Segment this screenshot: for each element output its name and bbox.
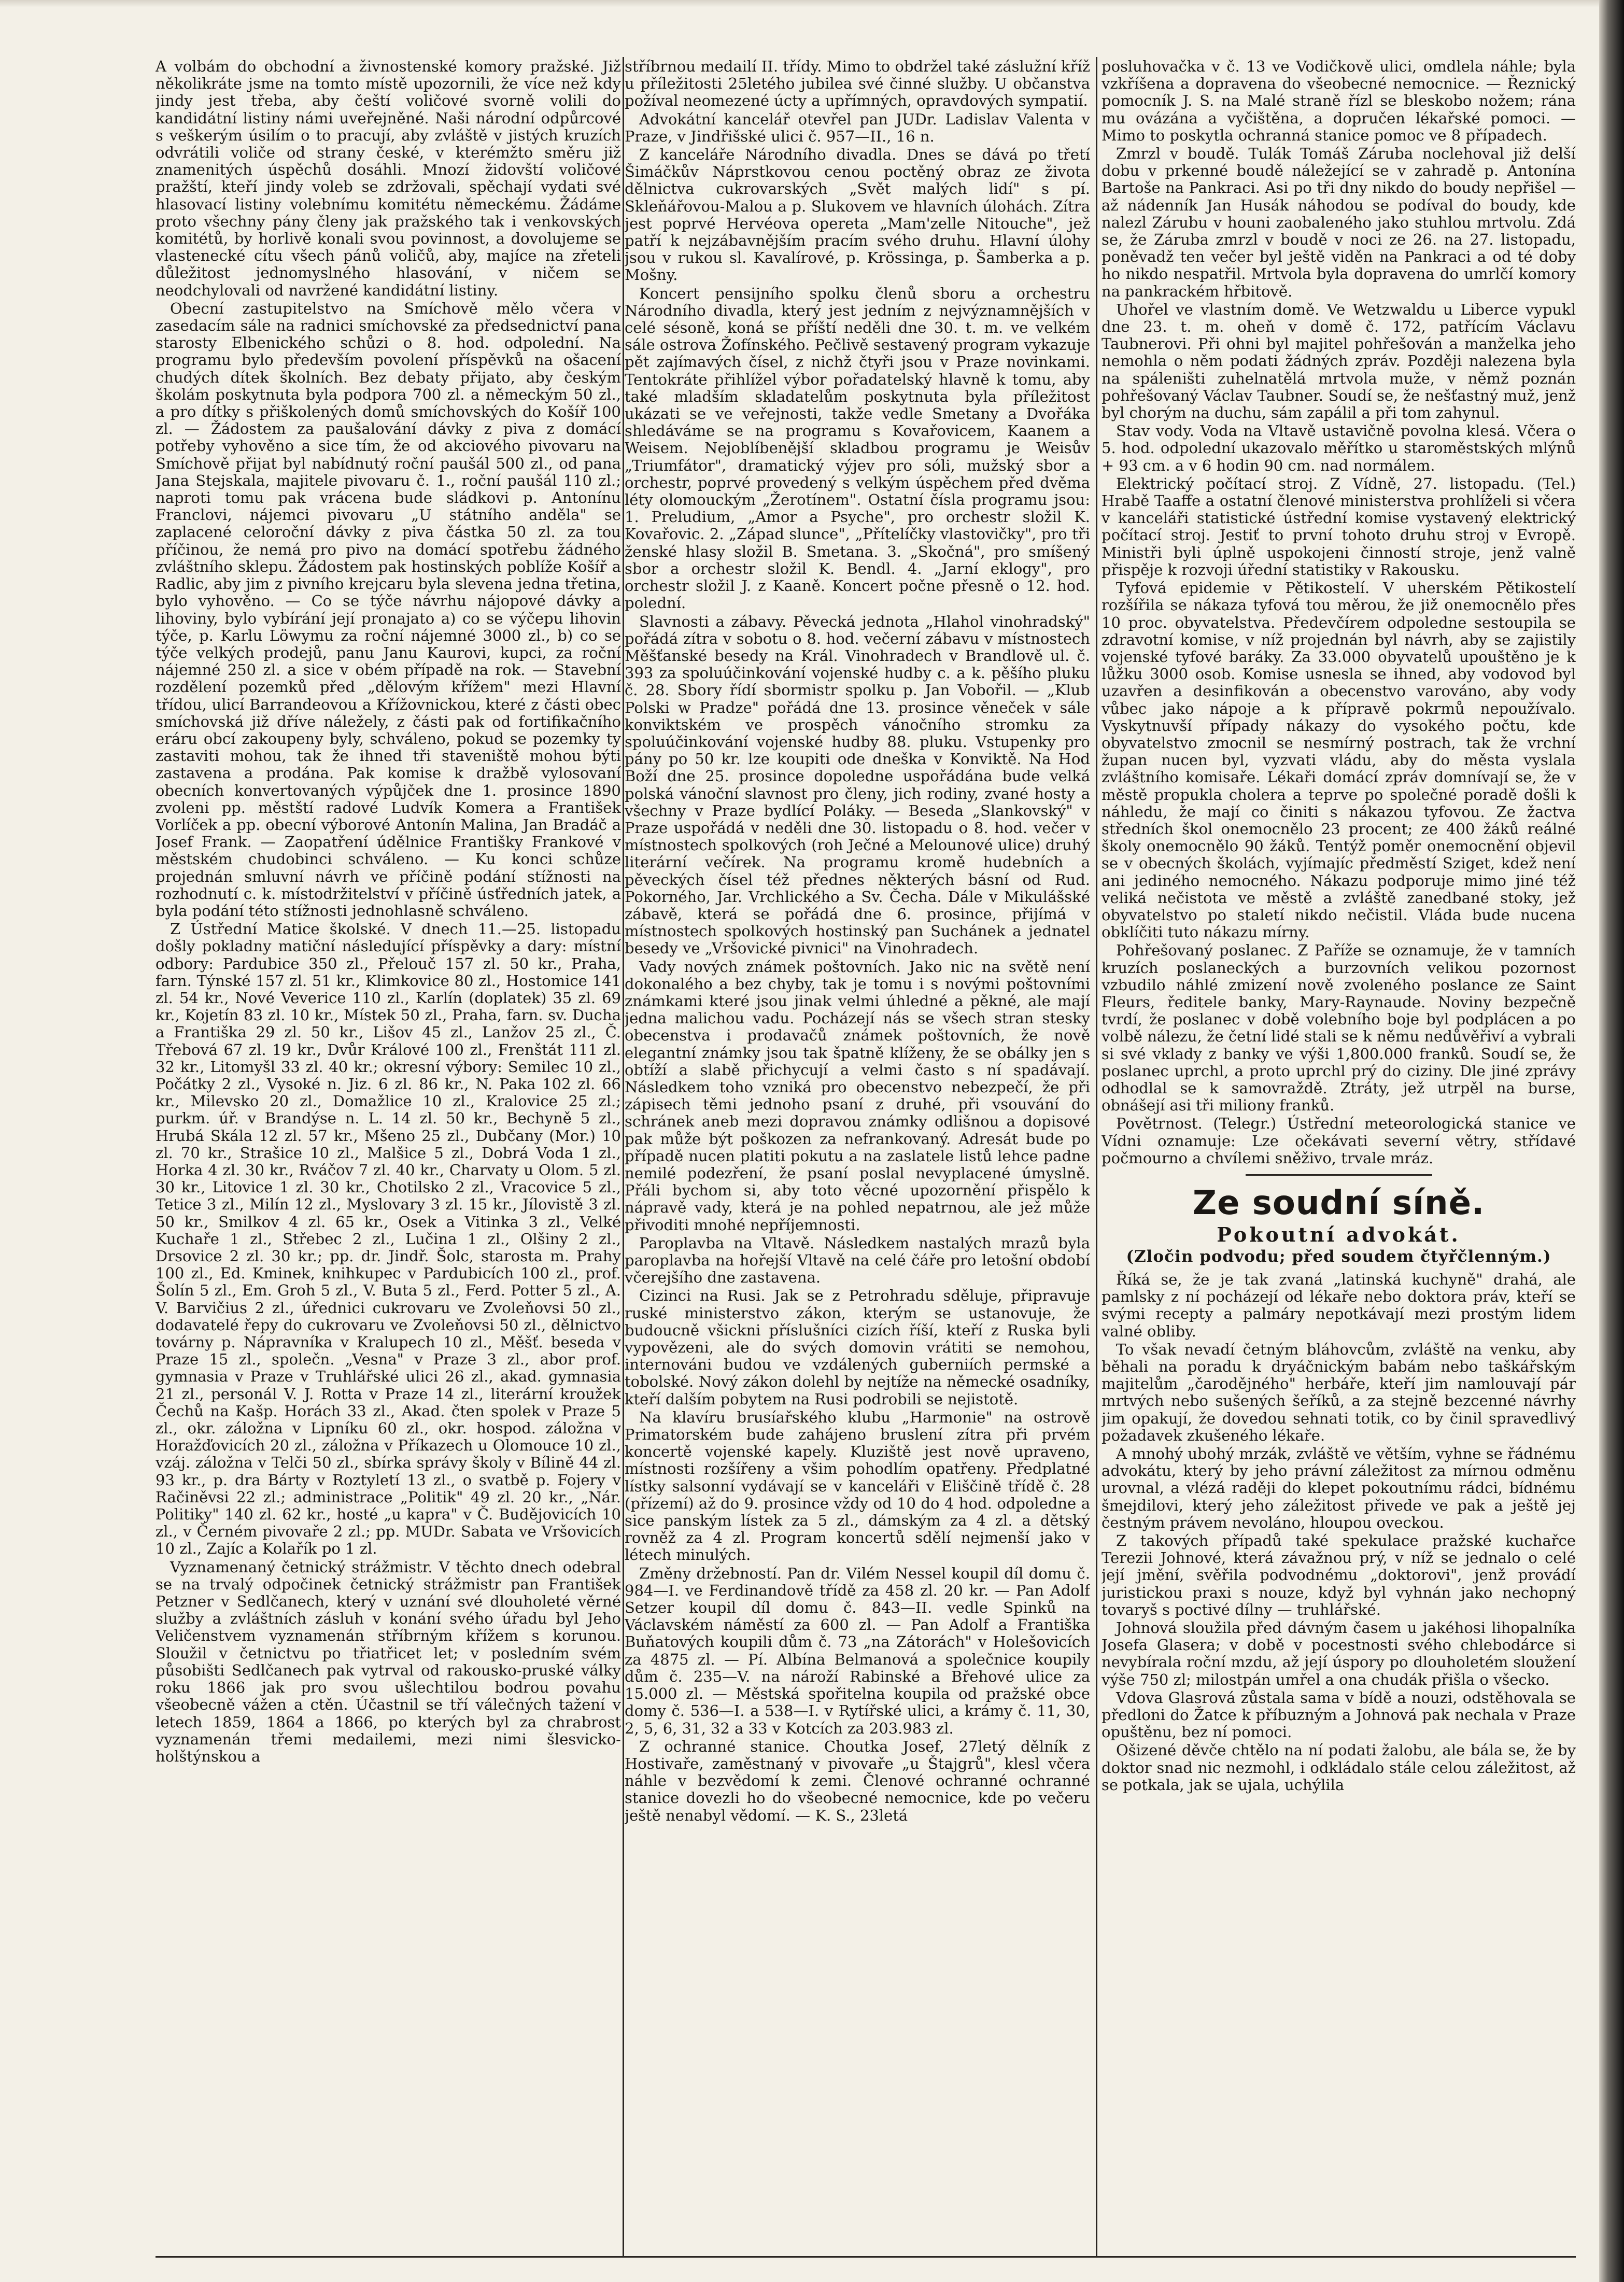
paragraph: Cizinci na Rusi. Jak se z Petrohradu sděluje, připravuje ruské ministerstvo zákon, kterým se ustanovuje, že budoucně všickni příslušníci cizích říší, kteří z Ruska byli vypovězeni, ale do svých domovin vrátiti se nemohou, internováni budou ve vzdálených guberniích permské a tobolské. Nový zákon dolehl by nejtíže na německé osadníky, kteří dalším pobytem na Rusi podrobili se nejistotě.: [625, 1287, 1090, 1408]
column-2: [625, 58, 1090, 2253]
paragraph: Tyfová epidemie v Pětikostelí. V uherském Pětikostelí rozšířila se nákaza tyfová tou měrou, že již onemocnělo přes 10 proc. obyvatelstva. Předevčírem odpoledne sestoupila se zdravotní komise, v níž projednán byl návrh, aby se zajistily vojenské tyfové baráky. Za 33.000 obyvatelů upouštěno je k lůžku 3000 osob. Komise usnesla se ihned, aby vodovod byl uzavřen a desinfikován a obecenstvo varováno, aby vody vůbec jako nápoje a k přípravě pokrmů nepoužívalo. Vyskytnuvší případy nákazy do vysokého počtu, kde obyvatelstvo zmocnil se nesmírný postrach, tak že vrchní župan nucen byl, vyzvati vládu, aby do města vyslala zvláštního komisaře. Lékaři domácí zpráv domnívají se, že v městě propukla cholera a teprve po společné poradě došli k náhledu, že mají co činiti s nákazou tyfovou. Ze žactva středních škol onemocnělo 23 procent; ze 400 žáků reálné školy onemocnělo 90 žáků. Tentýž poměr onemocnění objevil se v obecných školách, vyjímajíc předměstí Sziget, kdež není ani jediného nemocného. Nákazu podporuje mimo jiné též veliká nečistota ve městě a zvláště zanedbané stoky, jež obyvatelstvo po staletí nikdo nečistil. Vláda bude nucena obklíčiti tuto nákazu mírny.: [1102, 579, 1576, 941]
paragraph: Z ochranné stanice. Choutka Josef, 27letý dělník z Hostivaře, zaměstnaný v pivovaře „u Štajgrů", klesl včera náhle v bezvědomí k zemi. Členové ochranné ochranné stanice dovezli ho do všeobecné nemocnice, kde po večeru ještě nenabyl vědomí. — K. S., 23letá: [625, 1737, 1090, 1824]
paragraph: Obecní zastupitelstvo na Smíchově mělo včera v zasedacím sále na radnici smíchovské za předsednictví pana starosty Elbenického schůzi o 8. hod. odpolední. Na programu bylo především povolení příspěvků na ošacení chudých dítek školních. Bez debaty přijato, aby českým školám poskytnuta byla podpora 700 zl. a německým 50 zl., a pro dítky s přiškolených domů smíchovských do Košíř 100 zl. — Žádostem za paušalování dávky z piva z domácí potřeby vyhověno a sice tím, že od akciového pivovaru na Smíchově přijat byl nabídnutý roční paušál 500 zl., od pana Jana Stejskala, majitele pivovaru č. 1., roční paušál 110 zl.; naproti tomu pak vrácena bude sládkovi p. Antonínu Franclovi, nájemci pivovaru „U státního anděla" se zaplacené celoroční dávky z piva částka 50 zl. za tou příčinou, že nemá pro pivo na domácí spotřebu žádného zvláštního sklepu. Žádostem pak hostinských poblíže Košíř a Radlic, aby jim z pivního krejcaru byla slevena jedna třetina, bylo vyhověno. — Co se týče návrhu nájopové dávky a lihoviny, bylo vybírání její pronajato a) co se výčepu lihovin týče, p. Karlu Löwymu za roční nájemné 3000 zl., b) co se týče velkých prodejů, panu Janu Kaurovi, kupci, za roční nájemné 250 zl. a sice v obém případě na rok. — Stavební rozdělení pozemků před „dělovým křížem" mezi Hlavní třídou, ulicí Barrandeovou a Křížovnickou, které z části obec smíchovská již dříve náležely, z části pak od fortifikačního eráru obcí zakoupeny byly, schváleno, pokud se pozemky ty zastaviti mohou, tak že ihned tři staveniště mohou býti zastavena a prodána. Pak komise k dražbě vylosovaní obecních konvertovaných výpůjček dne 1. prosince 1890 zvoleni pp. městští radové Ludvík Komera a František Vorlíček a pp. obecní výborové Antonín Malina, Jan Bradáč a Josef Frank. — Zaopatření údělnice Františky Frankové v městském chudobinci schváleno. — Ku konci schůze projednán smluvní návrh ve příčině podání stížnosti na rozhodnutí c. k. místodržitelství v příčině úsťředních jatek, a byla podání této stížnosti jednohlasně schváleno.: [156, 299, 621, 920]
paragraph: To však nevadí četným bláhovcům, zvláště na venku, aby běhali na poradu k dryáčnickým babám nebo taškářským majitelům „čarodějného" herbáře, kteří jim namlouvají pár mrtvých nebo sušených šeříků, a za stejně bezcenné návrhy jim opakují, že dovedou sehnati totik, co by činil spravedlivý požadavek zkušeného lékaře.: [1102, 1340, 1576, 1444]
paragraph: Změny držebností. Pan dr. Vilém Nessel koupil díl domu č. 984—I. ve Ferdinandově třídě za 458 zl. 20 kr. — Pan Adolf Setzer koupil díl domu č. 843—II. vedle Spinků na Václavském náměstí za 600 zl. — Pan Adolf a Františka Buňatových koupili dům č. 73 „na Zátorách" v Holešovicích za 4875 zl. — Pí. Albína Belmanová a společnice koupily dům č. 235—V. na nároží Rabinské a Břehové ulice za 15.000 zl. — Městská spořitelna koupila od pražské obce domy č. 536—I. a 538—I. v Rytířské ulici, a krámy č. 11, 30, 2, 5, 6, 31, 32 a 33 v Kotcích za 203.983 zl.: [625, 1564, 1090, 1737]
article-title: Pokoutní advokát.: [1217, 1223, 1461, 1246]
section-rule: [1246, 1174, 1432, 1176]
paragraph: Z takových případů také spekulace pražské kuchařce Terezii Johnové, která závažnou prý, v níž se jednalo o celé její jmění, svěřila podvodnému „doktorovi", jenž provádí juristickou praxi s nouze, když byl vyhnán jako nechopný tovaryš s poctivé dílny — truhlářské.: [1102, 1532, 1576, 1618]
paragraph: Vdova Glasrová zůstala sama v bídě a nouzi, odstěhovala se předloni do Žatce k příbuzným a Johnová pak nechala v Praze opuštěnu, bez ní pomoci.: [1102, 1688, 1576, 1741]
paragraph: A mnohý ubohý mrzák, zvláště ve větším, vyhne se řádnému advokátu, který by jeho právní záležitost za mírnou odměnu urovnal, a vlézá raději do klepet pokoutnímu rádci, bídnému šmejdilovi, který jeho záležitost přivede ve pak a ještě jej čestným právem nevoláno, hloupou oveckou.: [1102, 1445, 1576, 1531]
paragraph: Na klavíru brusíařského klubu „Harmonie" na ostrově Primatorském bude zahájeno bruslení zítra při prvém koncertě vojenské kapely. Kluziště jest nově upraveno, místnosti rozšířeny a všim pohodlím opatřeny. Předplatné lístky salsonní vydávají se v kanceláři v Eliščině třídě č. 28 (přízemí) až do 9. prosince vždy od 10 do 4 hod. odpoledne a sice panským lístek za 5 zl., dámským za 4 zl. a dětský rovněž za 4 zl. Program koncertů sdělí nejmenší jako v létech minulých.: [625, 1408, 1090, 1564]
paragraph: Uhořel ve vlastním domě. Ve Wetzwaldu u Liberce vypukl dne 23. t. m. oheň v domě č. 172, patřícím Václavu Taubnerovi. Při ohni byl majitel pohřešován a manželka jeho nemohla o něm podati žádných zpráv. Později nalezena byla na spáleništi zuhelnatělá mrtvola muže, v němž poznán pohřešovaný Václav Taubner. Soudí se, že nešťastný muž, jenž byl chorým na duchu, sám zapálil a při tom zahynul.: [1102, 300, 1576, 422]
scan-right-edge: [1599, 0, 1624, 2282]
paragraph: Pohřešovaný poslanec. Z Paříže se oznamuje, že v tamních kruzích poslaneckých a burzovních velikou pozornost vzbudilo náhlé zmizení nově zvoleného poslance ze Saint Fleurs, ředitele banky, Mary-Raynaude. Noviny bezpečně tvrdí, že poslanec v době volebního boje byl podplácen a po volbě nálezu, že četní lidé stali se k němu nedůvěřiví a vybrali si své vklady z banky ve výši 1,800.000 franků. Soudí se, že poslanec uprchl, a proto uprchl prý do ciziny. Dle jiné zprávy odhodlal se k samovraždě. Ztráty, jež utrpěl na burse, obnášejí asi tři miliony franků.: [1102, 941, 1576, 1115]
paragraph: Koncert pensijního spolku členů sboru a orchestru Národního divadla, který jest jedním z nejvýznamnějších v celé sésoně, koná se příští neděli dne 30. t. m. ve velkém sále ostrova Žofínského. Pečlivě sestavený program vykazuje pět zajímavých čísel, z nichž čtyři jsou v Praze novinkami. Tentokráte přihlížel výbor pořadatelský hlavně k tomu, aby také mladším skladatelům poskytnuta byla příležitost ukázati se ve veřejnosti, takže vedle Smetany a Dvořáka shledáváme se na programu s Kovařovicem, Kaanem a Weisem. Nejoblíbenější skladbou programu je Weisův „Triumfátor", dramatický výjev pro sóli, mužský sbor a orchestr, poprvé provedený s velkým úspěchem před dvěma léty olomouckým „Žerotínem". Ostatní čísla programu jsou: 1. Preludium, „Amor a Psyche", pro orchestr složil K. Kovařovic. 2. „Západ slunce", „Přítelíčky vlastovičky", pro tři ženské hlasy složil B. Smetana. 3. „Skočná", pro smíšený sbor a orchestr složil K. Bendl. 4. „Jarní eklogy", pro orchestr složil J. z Kaaně. Koncert počne přesně o 12. hod. polední.: [625, 284, 1090, 612]
paragraph: A volbám do obchodní a živnostenské komory pražské. Již několikráte jsme na tomto místě upozornili, že více než kdy jindy jest třeba, aby čeští voličové svorně volili do kandidátní listiny námi uveřejněné. Naši národní odpůrcové s veškerým úsilím o to pracují, aby zvláště v jistých kruzích odvrátili voliče od strany české, v kterémžto směru již znamenitých úspěchů dosáhli. Mnozí židovští voličové pražští, kteří jindy voleb se zdržovali, spěchají vydati své hlasovací listiny volebnímu komitétu německému. Žádáme proto všechny pány členy jak pražského tak i venkovských komitétů, by horlivě konali svou povinnost, a dovolujeme se vlastenecké cítu všech pánů voličů, aby, majíce na zřeteli důležitost jednomyslného hlasování, v ničem se neodchylovali od navržené kandidátní listiny.: [156, 58, 621, 299]
paragraph: Elektrický počítací stroj. Z Vídně, 27. listopadu. (Tel.) Hrabě Taaffe a ostatní členové ministerstva prohlíželi si včera v kanceláři statistické ústřední komise vystavený elektrický počítací stroj. Jestiť to první tohoto druhu stroj v Evropě. Ministři byli úplně uspokojeni činností stroje, jenž valně přispěje k rozvoji úřední statistiky v Rakousku.: [1102, 474, 1576, 579]
column-1: [156, 58, 621, 2253]
paragraph: Z Ústřední Matice školské. V dnech 11.—25. listopadu došly pokladny matiční následující příspěvky a dary: místní odbory: Pardubice 350 zl., Přelouč 157 zl. 50 kr., Praha, farn. Týnské 157 zl. 51 kr., Klimkovice 80 zl., Hostomice 141 zl. 54 kr., Nové Veverice 110 zl., Karlín (doplatek) 35 zl. 69 kr., Kojetín 83 zl. 10 kr., Místek 50 zl., Praha, farn. sv. Ducha a Františka 29 zl. 50 kr., Lišov 45 zl., Lanžov 25 zl., Č. Třebová 67 zl. 19 kr., Dvůr Králové 100 zl., Frenštát 111 zl. 32 kr., Litomyšl 33 zl. 40 kr.; okresní výbory: Semilec 10 zl., Počátky 2 zl., Vysoké n. Jiz. 6 zl. 86 kr., N. Paka 102 zl. 66 kr., Milevsko 20 zl., Domažlice 10 zl., Kralovice 25 zl.; purkm. úř. v Brandýse n. L. 14 zl. 50 kr., Bechyně 5 zl., Hrubá Skála 12 zl. 57 kr., Mšeno 25 zl., Dubčany (Mor.) 10 zl. 70 kr., Strašice 10 zl., Malšice 5 zl., Dobrá Voda 1 zl., Horka 4 zl. 30 kr., Rváčov 7 zl. 40 kr., Charvaty u Olom. 5 zl. 30 kr., Litovice 1 zl. 30 kr., Chotilsko 2 zl., Vracovice 5 zl., Tetice 3 zl., Milín 12 zl., Myslovary 3 zl. 15 kr., Jílovistě 3 zl. 50 kr., Smilkov 4 zl. 65 kr., Osek a Vitinka 3 zl., Velké Kuchaře 1 zl., Střebec 2 zl., Lučina 1 zl., Olšiny 2 zl., Drsovice 2 zl. 30 kr.; pp. dr. Jindř. Šolc, starosta m. Prahy 100 zl., Ed. Kminek, knihkupec v Pardubicích 100 zl., prof. Šolín 5 zl., Em. Groh 5 zl., V. Buta 5 zl., Ferd. Potter 5 zl., A. V. Barvičius 2 zl., úřednici cukrovaru ve Zvoleňovsi 50 zl., dodavatelé řepy do cukrovaru ve Zvoleňovsi 50 zl., dělnictvo továrny p. Nápravníka v Kralupech 10 zl., Měšť. beseda v Praze 15 zl., společn. „Vesna" v Praze 3 zl., abor prof. gymnasia v Praze v Truhlářské ulici 26 zl., akad. gymnasia 21 zl., personál V. J. Rotta v Praze 14 zl., literární kroužek Čechů na Kašp. Horách 33 zl., Akad. čten spolek v Praze 5 zl., okr. záložna v Lipníku 60 zl., okr. hospod. záložna v Horažďovicích 20 zl., záložna v Příkazech u Olomouce 10 zl., vzáj. záložna v Telči 50 zl., sbírka správy školy v Bílině 44 zl. 93 kr., p. dra Bárty v Roztyletí 13 zl., o svatbě p. Fojery v Račiněvsi 22 zl.; administrace „Politik" 49 zl. 20 kr., „Nár. Politiky" 140 zl. 62 kr., hosté „u kapra" v Č. Budějovicích 10 zl., v Černém pivovaře 2 zl.; pp. MUDr. Sabata ve Vršovicích 10 zl., Zajíc a Kolařík po 1 zl.: [156, 920, 621, 1558]
article-subtitle: (Zločin podvodu; před soudem čtyřčlenným.): [1126, 1247, 1551, 1266]
bottom-rule: [156, 2256, 1576, 2258]
column-divider: [1096, 57, 1097, 2258]
paragraph: Říká se, že je tak zvaná „latinská kuchyně" drahá, ale pamlsky z ní pocházejí od lékaře nebo doktora práv, kteří se svými recepty a palmáry nepotkávají mezi prostým lidem valné obliby.: [1102, 1271, 1576, 1340]
paragraph: Advokátní kancelář otevřel pan JUDr. Ladislav Valenta v Praze, v Jindřišské ulici č. 957—II., 16 n.: [625, 110, 1090, 145]
scan-top-edge: [0, 0, 1624, 7]
paragraph: Povětrnost. (Telegr.) Ústřední meteorologická stanice ve Vídni oznamuje: Lze očekávati severní větry, střídavé počmourno a chvílemi sněživo, trvale mráz.: [1102, 1115, 1576, 1167]
paragraph: posluhovačka v č. 13 ve Vodičkově ulici, omdlela náhle; byla vzkříšena a dopravena do všeobecné nemocnice. — Řeznický pomocník J. S. na Malé straně řízl se bleskobo nožem; rána mu ovázána a vyčištěna, a dopručen lékařské pomoci. — Mimo to poskytla ochranná stanice pomoc ve 8 případech.: [1102, 58, 1576, 144]
paragraph: Slavnosti a zábavy. Pěvecká jednota „Hlahol vinohradský" pořádá zítra v sobotu o 8. hod. večerní zábavu v místnostech Měšťanské besedy na Král. Vinohradech v Brandlově ul. č. 393 za spoluúčinkování vojenské hudby c. a k. pěšího pluku č. 28. Sbory řídí sbormistr spolku p. Jan Vobořil. — „Klub Polski w Pradze" pořádá dne 13. prosince věneček v sále konviktském ve prospěch vánočního stromku za spoluúčinkování vojenské hudby 88. pluku. Vstupenky pro pány po 50 kr. lze koupiti ode dneška v Konviktě. Na Hod Boží dne 25. prosince dopoledne uspořádána bude velká polská vánoční slavnost pro členy, jich rodiny, zvané hosty a všechny v Praze bydlící Poláky. — Beseda „Slankovský" v Praze uspořádá v neděli dne 30. listopadu o 8. hod. večer v místnostech spolkových (roh Ječné a Melounové ulice) druhý literární večírek. Na programu kromě hudebních a pěveckých čísel též přednes některých básní od Rud. Pokorného, Jar. Vrchlického a Sv. Čecha. Dále v Mikulášské zábavě, která se pořádá dne 6. prosince, přijímá v místnostech spolkových hostinský pan Suchánek a jednatel besedy ve „Vršovické pivnici" na Vinohradech.: [625, 612, 1090, 957]
paragraph: Stav vody. Voda na Vltavě ustavičně povolna klesá. Včera o 5. hod. odpolední ukazovalo měřítko u staroměstských mlýnů + 93 cm. a v 6 hodin 90 cm. nad normálem.: [1102, 422, 1576, 474]
paragraph: Vady nových známek poštovních. Jako nic na světě není dokonalého a bez chyby, tak je tomu i s novými poštovními známkami které jsou jinak velmi úhledné a pěkné, ale mají jedna malichou vadu. Pocházejí nás se všech stran stesky obecenstva i prodavačů známek poštovních, že nově elegantní známky jsou tak špatně klíženy, že se obálky jen s obtíží a slabě přichycují a velmi často s ní spadávají. Následkem toho vzniká pro obecenstvo nebezpečí, že při zápisech těmi jednoho psaní z druhé, při vsouvání do schránek aneb mezi dopravou známky odlišnou a dopisové pak může být poškozen za nefrankovaný. Adresát bude po případě nucen platiti pokutu a na zaslatele listů lehce padne nemilé podezření, že psaní poslal nevyplacené úmyslně. Přáli bychom si, aby toto věcné upozornění přispělo k nápravě vady, která je na pohled nepatrnou, ale jež může přivoditi mnohé nepříjemnosti.: [625, 957, 1090, 1234]
column-3: [1102, 58, 1576, 2253]
paragraph: Johnová sloužila před dávným časem u jakéhosi lihopalníka Josefa Glasera; v době v pocestnosti svého chlebodárce si nevybírala roční mzdu, až její úspory po dlouholetém sloužení výše 750 zl; milostpán umřel a ona chudák přišla o všecko.: [1102, 1619, 1576, 1688]
paragraph: Ošizené děvče chtělo na ní podati žalobu, ale bála se, že by doktor snad nic nezmohl, i odkládalo stále celou záležitost, až se potkala, jak se ujala, uchýlila: [1102, 1741, 1576, 1794]
column-divider: [623, 57, 624, 2258]
paragraph: Vyznamenaný četnický strážmistr. V těchto dnech odebral se na trvalý odpočinek četnický strážmistr pan František Petzner v Sedlčanech, který v uznání své dlouholeté věrné služby a zvláštních zásluh v konání svého úřadu byl Jeho Veličenstvem vyznamenán stříbrným křížem s korunou. Sloužil v četnictvu po třiatřicet let; v posledním svém působišti Sedlčanech pak vytrval od rakousko-pruské války roku 1866 jak pro svou ušlechtilou bodrou povahu všeobecně vážen a ctěn. Účastnil se tří válečných tažení v letech 1859, 1864 a 1866, po kterých byl za chrabrost vyznamenán třemi medailemi, mezi nimi šlesvicko-holštýnskou a: [156, 1558, 621, 1765]
paragraph: Paroplavba na Vltavě. Následkem nastalých mrazů byla paroplavba na hořejší Vltavě na celé čáře pro letošní období včerejšího dne zastavena.: [625, 1234, 1090, 1287]
section-heading: Ze soudní síně.: [1192, 1184, 1485, 1222]
paragraph: Zmrzl v boudě. Tulák Tomáš Záruba noclehoval již delší dobu v prkenné boudě náležející se v zahradě p. Antonína Bartoše na Pankraci. Asi po tři dny nikdo do boudy nepřišel — až nádenník Jan Husák náhodou se podíval do boudy, kde nalezl Zárubu v houni zaobaleného jako stuhlou mrtvolu. Zdá se, že Záruba zmrzl v boudě v noci ze 26. na 27. listopadu, poněvadž ten večer byl ještě viděn na Pankraci a od té doby ho nikdo nespatřil. Mrtvola byla dopravena do umrlčí komory na pankrackém hřbitově.: [1102, 145, 1576, 300]
paragraph: stříbrnou medailí II. třídy. Mimo to obdržel také záslužní kříž u příležitosti 25letého jubilea své činné služby. U občanstva požíval neomezené úcty a upřímných, opravdových sympatií.: [625, 58, 1090, 110]
paragraph: Z kanceláře Národního divadla. Dnes se dává po třetí Šimáčkův Náprstkovou cenou poctěný obraz ze života dělnictva cukrovarských „Svět malých lidí" s pí. Skleňářovou-Malou a p. Slukovem ve hlavních úlohách. Zítra jest poprvé Hervéova opereta „Mam'zelle Nitouche", jež patří k nejzábavnějším pracím svého druhu. Hlavní úlohy jsou v rukou sl. Kavalírové, p. Krössinga, p. Šamberka a p. Mošny.: [625, 146, 1090, 284]
